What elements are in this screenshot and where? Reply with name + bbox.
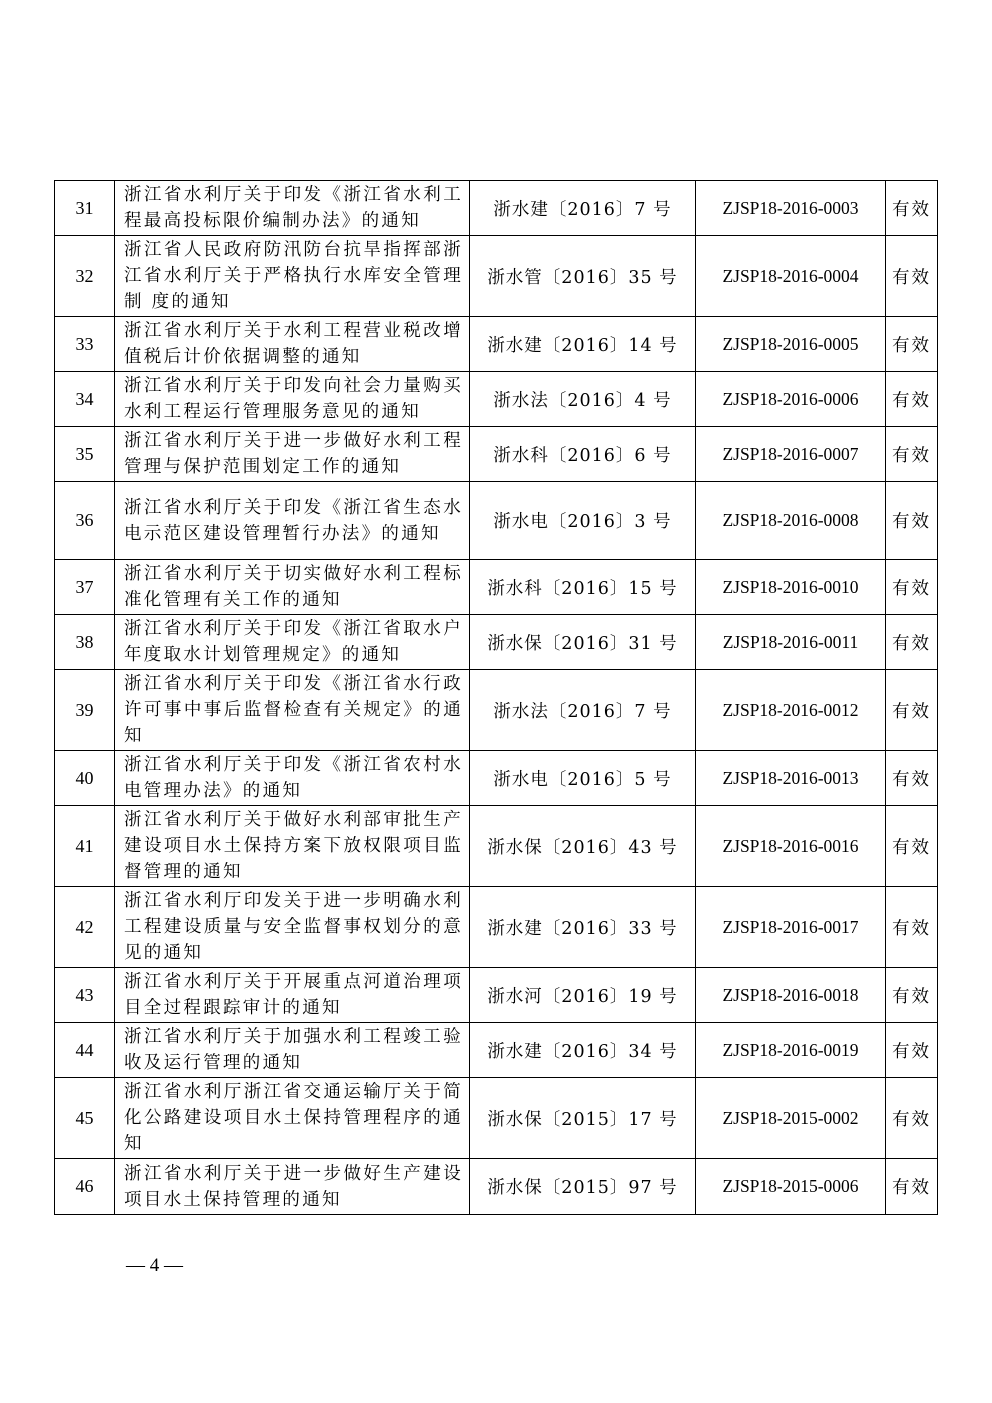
registration-code: ZJSP18-2016-0018	[696, 968, 886, 1023]
registration-code: ZJSP18-2016-0007	[696, 427, 886, 482]
row-number: 36	[55, 482, 115, 560]
registration-code: ZJSP18-2016-0010	[696, 560, 886, 615]
registration-code: ZJSP18-2015-0002	[696, 1078, 886, 1159]
status-cell: 有效	[886, 806, 938, 887]
document-title: 浙江省水利厅浙江省交通运输厅关于简化公路建设项目水土保持管理程序的通知	[115, 1078, 470, 1159]
status-cell: 有效	[886, 670, 938, 751]
document-number: 浙水电〔2016〕3 号	[470, 482, 696, 560]
table-row	[55, 1159, 938, 1215]
document-title: 浙江省水利厅关于印发《浙江省水行政许可事中事后监督检查有关规定》的通知	[115, 670, 470, 751]
row-number: 42	[55, 887, 115, 968]
status-cell: 有效	[886, 482, 938, 560]
table-row	[55, 236, 938, 317]
row-number: 43	[55, 968, 115, 1023]
row-number: 44	[55, 1023, 115, 1078]
registration-code: ZJSP18-2016-0019	[696, 1023, 886, 1078]
registration-code: ZJSP18-2016-0017	[696, 887, 886, 968]
document-number: 浙水法〔2016〕7 号	[470, 670, 696, 751]
table-row	[55, 806, 938, 887]
document-title: 浙江省水利厅关于做好水利部审批生产建设项目水土保持方案下放权限项目监督管理的通知	[115, 806, 470, 887]
document-number: 浙水科〔2016〕6 号	[470, 427, 696, 482]
document-title: 浙江省水利厅关于印发向社会力量购买水利工程运行管理服务意见的通知	[115, 372, 470, 427]
row-number: 45	[55, 1078, 115, 1159]
row-number: 33	[55, 317, 115, 372]
table-row	[55, 670, 938, 751]
document-number: 浙水保〔2016〕43 号	[470, 806, 696, 887]
row-number: 40	[55, 751, 115, 806]
status-cell: 有效	[886, 1159, 938, 1215]
table-row	[55, 968, 938, 1023]
row-number: 37	[55, 560, 115, 615]
registration-code: ZJSP18-2016-0005	[696, 317, 886, 372]
document-table	[54, 180, 938, 1215]
document-title: 浙江省水利厅关于开展重点河道治理项目全过程跟踪审计的通知	[115, 968, 470, 1023]
table-row	[55, 615, 938, 670]
row-number: 41	[55, 806, 115, 887]
document-number: 浙水电〔2016〕5 号	[470, 751, 696, 806]
row-number: 46	[55, 1159, 115, 1215]
document-title: 浙江省水利厅关于印发《浙江省农村水电管理办法》的通知	[115, 751, 470, 806]
registration-code: ZJSP18-2016-0003	[696, 181, 886, 236]
status-cell: 有效	[886, 560, 938, 615]
document-number: 浙水建〔2016〕34 号	[470, 1023, 696, 1078]
table-row	[55, 887, 938, 968]
registration-code: ZJSP18-2016-0008	[696, 482, 886, 560]
table-row	[55, 317, 938, 372]
document-number: 浙水保〔2015〕17 号	[470, 1078, 696, 1159]
table-row	[55, 482, 938, 560]
status-cell: 有效	[886, 372, 938, 427]
status-cell: 有效	[886, 887, 938, 968]
status-cell: 有效	[886, 427, 938, 482]
status-cell: 有效	[886, 1078, 938, 1159]
document-title: 浙江省水利厅关于印发《浙江省取水户年度取水计划管理规定》的通知	[115, 615, 470, 670]
status-cell: 有效	[886, 236, 938, 317]
row-number: 35	[55, 427, 115, 482]
table-row	[55, 427, 938, 482]
document-title: 浙江省水利厅关于进一步做好水利工程管理与保护范围划定工作的通知	[115, 427, 470, 482]
row-number: 39	[55, 670, 115, 751]
document-title: 浙江省水利厅关于印发《浙江省生态水电示范区建设管理暂行办法》的通知	[115, 482, 470, 560]
table-row	[55, 181, 938, 236]
document-title: 浙江省水利厅关于水利工程营业税改增值税后计价依据调整的通知	[115, 317, 470, 372]
document-table-body	[55, 181, 938, 1215]
table-row	[55, 560, 938, 615]
document-number: 浙水管〔2016〕35 号	[470, 236, 696, 317]
document-title: 浙江省水利厅关于印发《浙江省水利工程最高投标限价编制办法》的通知	[115, 181, 470, 236]
row-number: 38	[55, 615, 115, 670]
document-number: 浙水建〔2016〕33 号	[470, 887, 696, 968]
registration-code: ZJSP18-2016-0013	[696, 751, 886, 806]
document-number: 浙水保〔2015〕97 号	[470, 1159, 696, 1215]
document-title: 浙江省水利厅关于进一步做好生产建设项目水土保持管理的通知	[115, 1159, 470, 1215]
registration-code: ZJSP18-2016-0012	[696, 670, 886, 751]
status-cell: 有效	[886, 317, 938, 372]
document-title: 浙江省水利厅关于切实做好水利工程标准化管理有关工作的通知	[115, 560, 470, 615]
status-cell: 有效	[886, 181, 938, 236]
registration-code: ZJSP18-2016-0016	[696, 806, 886, 887]
table-row	[55, 751, 938, 806]
document-title: 浙江省水利厅关于加强水利工程竣工验收及运行管理的通知	[115, 1023, 470, 1078]
table-row	[55, 1023, 938, 1078]
status-cell: 有效	[886, 615, 938, 670]
row-number: 31	[55, 181, 115, 236]
document-number: 浙水河〔2016〕19 号	[470, 968, 696, 1023]
table-row	[55, 372, 938, 427]
row-number: 32	[55, 236, 115, 317]
row-number: 34	[55, 372, 115, 427]
document-number: 浙水建〔2016〕14 号	[470, 317, 696, 372]
document-title: 浙江省水利厅印发关于进一步明确水利工程建设质量与安全监督事权划分的意见的通知	[115, 887, 470, 968]
registration-code: ZJSP18-2016-0004	[696, 236, 886, 317]
document-number: 浙水建〔2016〕7 号	[470, 181, 696, 236]
table-row	[55, 1078, 938, 1159]
status-cell: 有效	[886, 751, 938, 806]
document-number: 浙水法〔2016〕4 号	[470, 372, 696, 427]
registration-code: ZJSP18-2016-0011	[696, 615, 886, 670]
status-cell: 有效	[886, 968, 938, 1023]
document-number: 浙水科〔2016〕15 号	[470, 560, 696, 615]
registration-code: ZJSP18-2016-0006	[696, 372, 886, 427]
document-title: 浙江省人民政府防汛防台抗旱指挥部浙江省水利厅关于严格执行水库安全管理制 度的通知	[115, 236, 470, 317]
status-cell: 有效	[886, 1023, 938, 1078]
registration-code: ZJSP18-2015-0006	[696, 1159, 886, 1215]
page-number: — 4 —	[126, 1255, 183, 1276]
document-number: 浙水保〔2016〕31 号	[470, 615, 696, 670]
